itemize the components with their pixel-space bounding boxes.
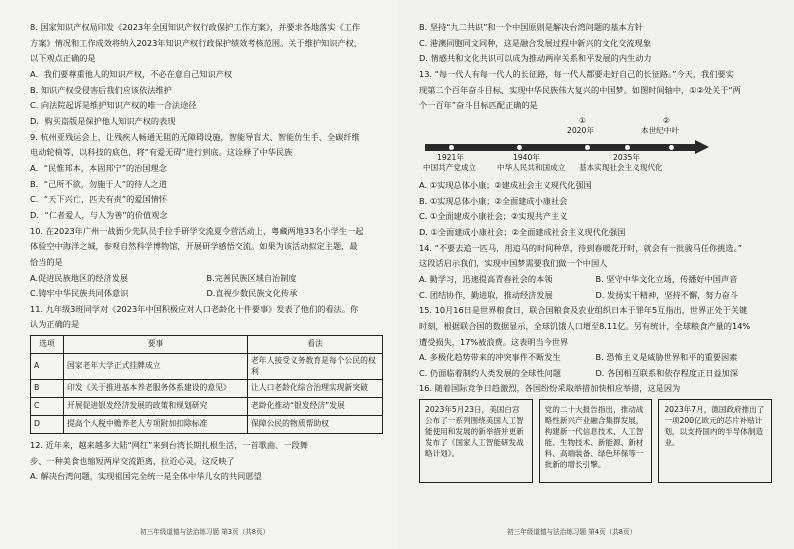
timeline-arrow-icon — [695, 140, 709, 154]
q15-options-row-1 — [419, 352, 772, 363]
timeline-year-1940: 1940年 — [513, 152, 540, 162]
q15-stem-2: 时刻，根据联合国的数据显示，全球饥饿人口增至8.11亿。另有统计，全球粮食产量的14% — [419, 320, 751, 331]
timeline-year-2035: 2035年 — [613, 152, 640, 162]
q9-stem-2: 电动轮椅等，以科技的底色，将“有爱无碍”进行到底。这诠释了中华民族 — [30, 147, 293, 158]
q11-row-c-option: C — [31, 398, 64, 416]
question-13 — [419, 69, 772, 238]
timeline-event-1940: 中华人民共和国成立 — [497, 162, 566, 172]
q13-option-a: A. ①实现总体小康；②建成社会主义现代化强国 — [419, 179, 592, 190]
q14-option-d: D. 发扬实干精神，坚持不懈，努力奋斗 — [595, 289, 739, 300]
q14-option-c: C. 团结协作，勤进取，推动经济发展 — [419, 289, 553, 300]
right-page — [397, 0, 794, 549]
q11-stem-2: 认为正确的是 — [30, 319, 80, 330]
q9-option-d: D．“仁者爱人，与人为善”的价值观念 — [30, 209, 168, 220]
right-column — [419, 22, 772, 483]
q15-option-c: C. 仍面临着制约人类发展的全球性问题 — [419, 367, 561, 378]
q12-option-c: C. 港澳同胞同文同种，这是融合发展过程中新兴的文化交流现象 — [419, 37, 651, 48]
q8-stem-1: 8. 国家知识产权局印发《2023年全国知识产权行政保护工作方案》，并要求各地落实《工作 — [30, 22, 361, 32]
left-column — [30, 22, 383, 487]
question-12 — [30, 440, 383, 482]
q11-row-a-event: 国家老年大学正式挂牌成立 — [64, 354, 248, 380]
timeline-year-mid-century: 本世纪中叶 — [641, 125, 679, 135]
question-10 — [30, 226, 383, 300]
table-row — [31, 354, 383, 380]
q13-timeline — [419, 116, 772, 174]
q11-row-a-option: A — [31, 354, 64, 380]
q10-stem-2: 体验空中海洋之城，参观自然科学博物馆，开展研学感悟交流。如果为该活动拟定主题，最 — [30, 241, 358, 252]
q8-option-c: C. 向法院起诉是维护知识产权的唯一合法途径 — [30, 100, 197, 111]
q9-option-a: A．“民惟邦本，本固邦宁”的治国理念 — [30, 162, 167, 173]
q14-option-b: B. 坚守中华文化立场，传播好中国声音 — [595, 273, 738, 284]
q8-option-d: D．购买盗版是保护他人知识产权的表现 — [30, 115, 176, 126]
table-row — [31, 416, 383, 434]
q10-options-row-1 — [30, 273, 383, 284]
q12-option-a: A. 解决台湾问题，实现祖国完全统一是全体中华儿女的共同愿望 — [30, 471, 262, 482]
q11-row-c-event: 开展促进银发经济发展的政策和规划研究 — [64, 398, 248, 416]
question-11 — [30, 304, 383, 434]
q12-stem-2: 步、一种美食也缩短两岸交流距离，拉近心灵，这反映了 — [30, 455, 235, 466]
q13-stem-2: 现第二个百年奋斗目标、实现中华民族伟大复兴的中国梦。如图时间轴中，①②处关于“两 — [419, 84, 741, 95]
q10-stem-3: 恰当的是 — [30, 256, 63, 267]
q9-stem-1: 9. 杭州亚残运会上，让残疾人畅通无阻的无障碍设施，智能导盲犬、智能仿生手、全碳纤维 — [30, 131, 360, 142]
q12-stem-1: 12. 近年来，越来越多大陆“网红”来到台湾长期扎根生活，一首歌曲、一段舞 — [30, 440, 308, 451]
question-8 — [30, 22, 383, 127]
q8-option-b: B. 知识产权受侵害后我们应该依法维护 — [30, 84, 172, 95]
question-16 — [419, 383, 772, 483]
timeline-event-1921: 中国共产党成立 — [423, 162, 477, 172]
q10-option-c: C.铸牢中华民族共同体意识 — [30, 288, 129, 299]
q15-options-row-2 — [419, 368, 772, 379]
q11-row-b-option: B — [31, 380, 64, 398]
timeline-dot — [517, 145, 522, 150]
q13-option-c: C. ①全面建成小康社会；②实现共产主义 — [419, 211, 568, 222]
q14-stem-2: 这段话启示我们，实现中国梦需要我们做一个中国人 — [419, 258, 608, 269]
q10-stem-1: 10. 在2023年广州一战衙少先队员手拉手研学交流夏令营活动上，粤藏两地33名小学生一起 — [30, 225, 364, 236]
q16-material-china: 党的二十大报告指出，推动战略性新兴产业融合集群发展，构建新一代信息技术、人工智能、生物技术、新能源、新材料、高端装备、绿色环保等一批新的增长引擎。 — [539, 399, 653, 483]
question-9 — [30, 132, 383, 221]
q11-row-d-view: 保障公民的物质帮助权 — [248, 416, 383, 434]
q12-option-b: B. 坚持“九二共识”和一个中国原则是解决台湾问题的基本方针 — [419, 22, 643, 32]
timeline-bar — [425, 144, 697, 151]
q15-option-d: D. 各国相互联系和依存程度正日益加深 — [595, 367, 739, 378]
question-12-continued — [419, 22, 772, 64]
q10-options-row-2 — [30, 288, 383, 299]
q11-row-d-option: D — [31, 416, 64, 434]
q12-option-d: D. 情感共和文化共识可以成为推动两岸关系和平发展的内生动力 — [419, 53, 652, 64]
q10-option-d: D.直视少数民族文化传承 — [206, 288, 298, 299]
question-14 — [419, 243, 772, 301]
q11-header-option: 选项 — [31, 336, 64, 354]
q15-option-b: B. 恐怖主义是威胁世界和平的重要因素 — [595, 352, 738, 363]
q14-option-a: A. 勤学习，迅速提高青春社会的本领 — [419, 273, 553, 284]
q15-option-a: A. 多极化趋势带来的冲突事件不断发生 — [419, 352, 561, 363]
q11-row-d-event: 提高个人税中赡养老人专项附加扣除标准 — [64, 416, 248, 434]
q9-option-b: B．“己所不欲，勿施于人”的待人之道 — [30, 178, 167, 189]
q11-header-event: 要事 — [64, 336, 248, 354]
q13-option-d: D. ①全面建成小康社会；②全面建成社会主义现代化强国 — [419, 226, 626, 237]
q11-row-b-view: 让人口老龄化综合治理实现新突破 — [248, 380, 383, 398]
timeline-year-1921: 1921年 — [437, 152, 464, 162]
q11-table-header — [31, 336, 383, 354]
q11-row-a-view: 老年人接受义务教育是每个公民的权利 — [248, 354, 383, 380]
question-15 — [419, 305, 772, 379]
timeline-mark-1: ① — [579, 115, 586, 125]
q15-stem-1: 15. 10月16日是世界粮食日，联合国粮食及农业组织日本于罪年5互指出，世界正处于关键 — [419, 305, 748, 316]
q11-stem-1: 11. 九年级3班同学对《2023年中国积极应对人口老龄化十件要事》发表了他们的看法。你 — [30, 303, 359, 314]
q11-table — [30, 335, 383, 434]
timeline-dot — [669, 145, 674, 150]
q10-option-a: A.促进民族地区的经济发展 — [30, 272, 129, 283]
timeline-dot — [449, 145, 454, 150]
q16-stem: 16. 随着国际竞争日趋激烈，各国纷纷采取举措加快相应举措，这是因为 — [419, 383, 681, 394]
q13-stem-3: 个一百年”奋斗目标匹配正确的是 — [419, 100, 538, 111]
timeline-dot — [625, 145, 630, 150]
q16-material-usa: 2023年5月23日，美国白宫公布了一系列围绕美国人工智能使用和发展的新举措并更新发布了《国家人工智能研发战略计划》。 — [419, 399, 533, 483]
table-row — [31, 380, 383, 398]
timeline-dot — [585, 145, 590, 150]
table-row — [31, 398, 383, 416]
timeline-event-2035: 基本实现社会主义现代化 — [579, 162, 663, 172]
q11-row-b-event: 印发《关于推进基本养老服务体系建设的意见》 — [64, 380, 248, 398]
q16-material-boxes — [419, 399, 772, 483]
q14-stem-1: 14. “不要去追一匹马，用追马的时间种草，待到春暖花开时，就会有一批骏马任你挑选。” — [419, 242, 742, 253]
q9-option-c: C．“天下兴亡，匹夫有责”的爱国情怀 — [30, 194, 168, 205]
q11-row-c-view: 老龄化推动“银发经济”发展 — [248, 398, 383, 416]
q13-option-b: B. ①实现总体小康；②全面建成小康社会 — [419, 195, 568, 206]
timeline-mark-2: ② — [663, 115, 670, 125]
timeline-year-2020: 2020年 — [567, 125, 594, 135]
q8-stem-2: 方案》情况和工作成效将纳入2023年知识产权行政保护绩效考核范围。关于维护知识产权， — [30, 37, 362, 48]
q16-material-germany: 2023年7月，德国政府推出了一项200亿欧元的芯片补贴计划，以支持国内的半导体制造业。 — [658, 399, 772, 483]
q8-option-a: A．我们要尊重他人的知识产权，不必在意自己知识产权 — [30, 68, 233, 79]
right-page-footer: 初三年级道德与法治练习题 第4页（共8页） — [507, 528, 637, 537]
q10-option-b: B.完善民族区域自治制度 — [206, 272, 297, 283]
left-page-footer: 初三年级道德与法治练习题 第3页（共8页） — [140, 528, 270, 537]
q8-stem-3: 以下观点正确的是 — [30, 53, 96, 64]
q14-options-row-1 — [419, 274, 772, 285]
q11-header-view: 看法 — [248, 336, 383, 354]
q14-options-row-2 — [419, 290, 772, 301]
q15-stem-3: 遭受损失，17%被浪费。这表明当今世界 — [419, 336, 569, 347]
q13-stem-1: 13. “每一代人有每一代人的长征路，每一代人都要走好自己的长征路。”今天，我们要实 — [419, 68, 734, 79]
